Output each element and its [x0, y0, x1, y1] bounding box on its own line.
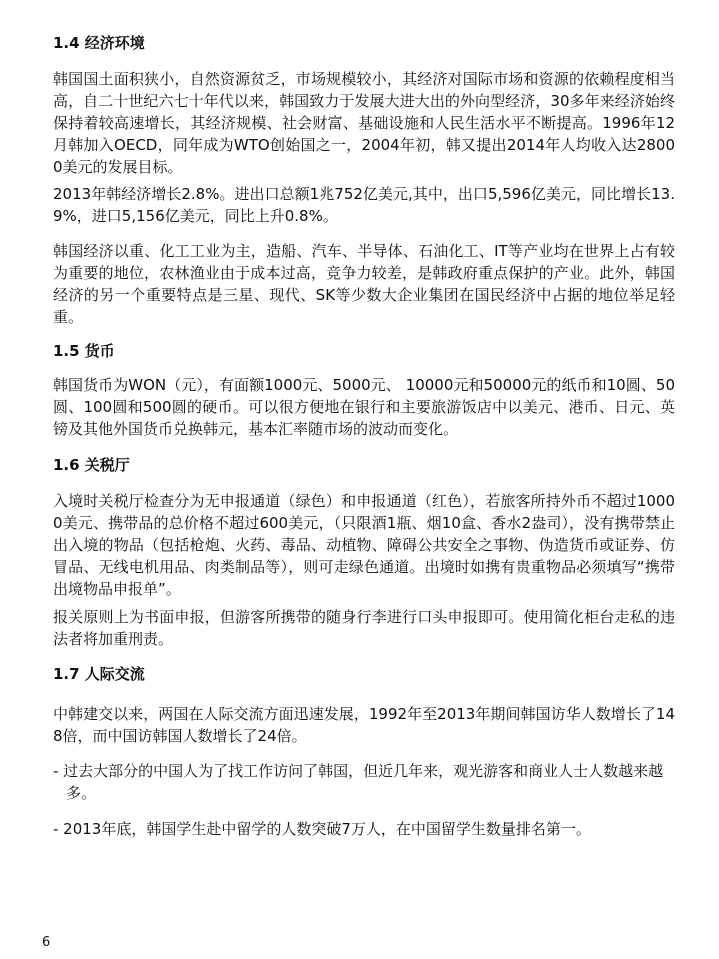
list-item-exchange-students: - 2013年底，韩国学生赴中留学的人数突破7万人，在中国留学生数量排名第一。 [53, 820, 591, 838]
list-item-exchange-visitors: - 过去大部分的中国人为了找工作访问了韩国，但近几年来，观光游客和商业人士人数越来越多。 [53, 762, 664, 802]
paragraph-exchange: 中韩建交以来，两国在人际交流方面迅速发展，1992年至2013年期间韩国访华人数增长了148倍，而中国访韩国人数增长了24倍。 [53, 705, 675, 745]
paragraph-customs-declaration: 报关原则上为书面申报，但游客所携带的随身行李进行口头申报即可。使用简化柜台走私的违法者将加重刑责。 [53, 608, 675, 648]
section-heading-economy: 1.4 经济环境 [53, 34, 145, 52]
paragraph-economy-2013: 2013年韩经济增长2.8%。进出口总额1兆752亿美元,其中，出口5,596亿美元，同比增长13.9%，进口5,156亿美元，同比上升0.8%。 [53, 185, 675, 225]
page-number: 6 [42, 935, 51, 950]
paragraph-economy-industry: 韩国经济以重、化工工业为主，造船、汽车、半导体、石油化工、IT等产业均在世界上占有较为重要的地位，农林渔业由于成本过高，竞争力较差，是韩政府重点保护的产业。此外，韩国经济的另一个重要特点是三星、现代、SK等少数大企业集团在国民经济中占据的地位举足轻重。 [53, 242, 675, 326]
paragraph-economy-overview: 韩国国土面积狭小，自然资源贫乏，市场规模较小，其经济对国际市场和资源的依赖程度相当高，自二十世纪六七十年代以来，韩国致力于发展大进大出的外向型经济，30多年来经济始终保持着较高速增长，其经济规模、社会财富、基础设施和人民生活水平不断提高。1996年12月韩加入OECD，同年成为WTO创始国之一，2004年初，韩又提出2014年人均收入达28000美元的发展目标。 [53, 70, 675, 176]
paragraph-currency: 韩国货币为WON（元），有面额1000元、5000元、 10000元和50000元的纸币和10圆、50圆、100圆和500圆的硬币。可以很方便地在银行和主要旅游饭店中以美元、港币、日元、英镑及其他外国货币兑换韩元，基本汇率随市场的波动而变化。 [53, 376, 675, 438]
section-heading-customs: 1.6 关税厅 [53, 456, 130, 474]
section-heading-exchange: 1.7 人际交流 [53, 665, 145, 683]
section-heading-currency: 1.5 货币 [53, 342, 115, 360]
paragraph-customs-channels: 入境时关税厅检查分为无申报通道（绿色）和申报通道（红色），若旅客所持外币不超过10000美元、携带品的总价格不超过600美元，（只限酒1瓶、烟10盒、香水2盎司），没有携带禁止出入境的物品（包括枪炮、火药、毒品、动植物、障碍公共安全之事物、伪造货币或证券、仿冒品、无线电机用品、肉类制品等），则可走绿色通道。出境时如携有贵重物品必须填写“携带出境物品申报单”。 [53, 492, 675, 598]
